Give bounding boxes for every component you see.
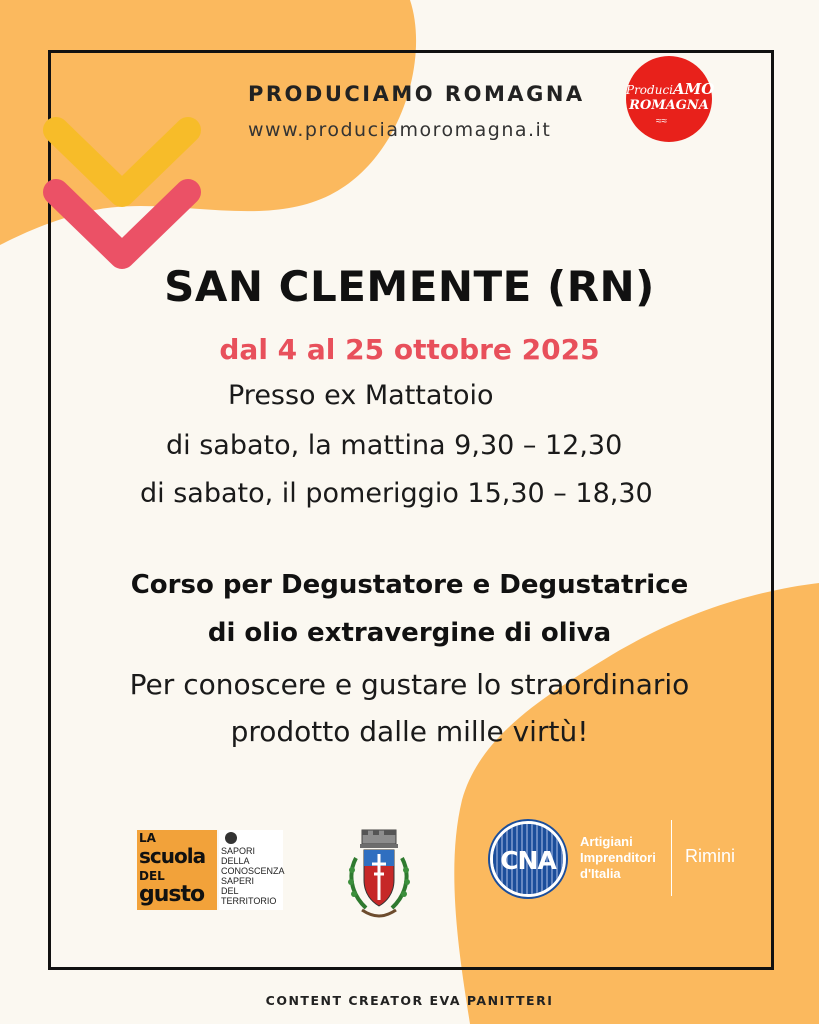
scuola-del-gusto-logo [137, 830, 283, 910]
course-title-line2: di olio extravergine di oliva [207, 618, 612, 648]
event-venue: Presso ex Mattatoio [228, 380, 494, 411]
scuola-logo-line1: LA [139, 831, 156, 845]
event-dates: dal 4 al 25 ottobre 2025 [219, 333, 600, 366]
course-title-line1: Corso per Degustatore e Degustatrice [130, 570, 689, 600]
cna-logo [490, 821, 566, 897]
cna-subtitle-line1: Artigiani [580, 834, 633, 849]
logo-text-line2: ROMAGNA [629, 98, 709, 113]
scuola-logo-slogan: SAPORI DELLA CONOSCENZA SAPERI DEL TERRITORIO [221, 846, 285, 906]
scuola-logo-line2: scuola [139, 844, 206, 868]
cna-city: Rimini [685, 846, 736, 866]
scuola-logo-side [219, 830, 283, 910]
event-schedule-afternoon: di sabato, il pomeriggio 15,30 – 18,30 [140, 478, 653, 509]
logo-text-line1: ProduciAMO [626, 80, 715, 98]
brand-title: PRODUCIAMO ROMAGNA [248, 82, 585, 106]
cna-subtitle-line3: d'Italia [580, 866, 621, 881]
tagline-line2: prodotto dalle mille virtù! [230, 715, 589, 748]
municipal-coat-of-arms-icon [346, 828, 412, 920]
producimao-romagna-logo [626, 56, 715, 142]
scuola-logo-line3: DEL [139, 869, 165, 883]
speech-bubble-icon [225, 832, 237, 844]
event-schedule-morning: di sabato, la mattina 9,30 – 12,30 [166, 430, 623, 461]
waves-icon: ≈≈ [656, 116, 667, 127]
cna-divider [671, 820, 672, 896]
scuola-logo-mark [137, 830, 217, 910]
website-url[interactable]: www.produciamoromagna.it [248, 119, 552, 141]
footer-credit: CONTENT CREATOR EVA PANITTERI [265, 993, 554, 1008]
cna-subtitle-line2: Imprenditori [580, 850, 656, 865]
scuola-logo-line4: gusto [139, 882, 205, 907]
cna-logo-text: CNA [500, 846, 556, 875]
double-chevron-down-icon [40, 112, 210, 282]
event-location-title: SAN CLEMENTE (RN) [164, 262, 655, 311]
tagline-line1: Per conoscere e gustare lo straordinario [129, 668, 690, 701]
cna-subtitle [580, 834, 656, 882]
